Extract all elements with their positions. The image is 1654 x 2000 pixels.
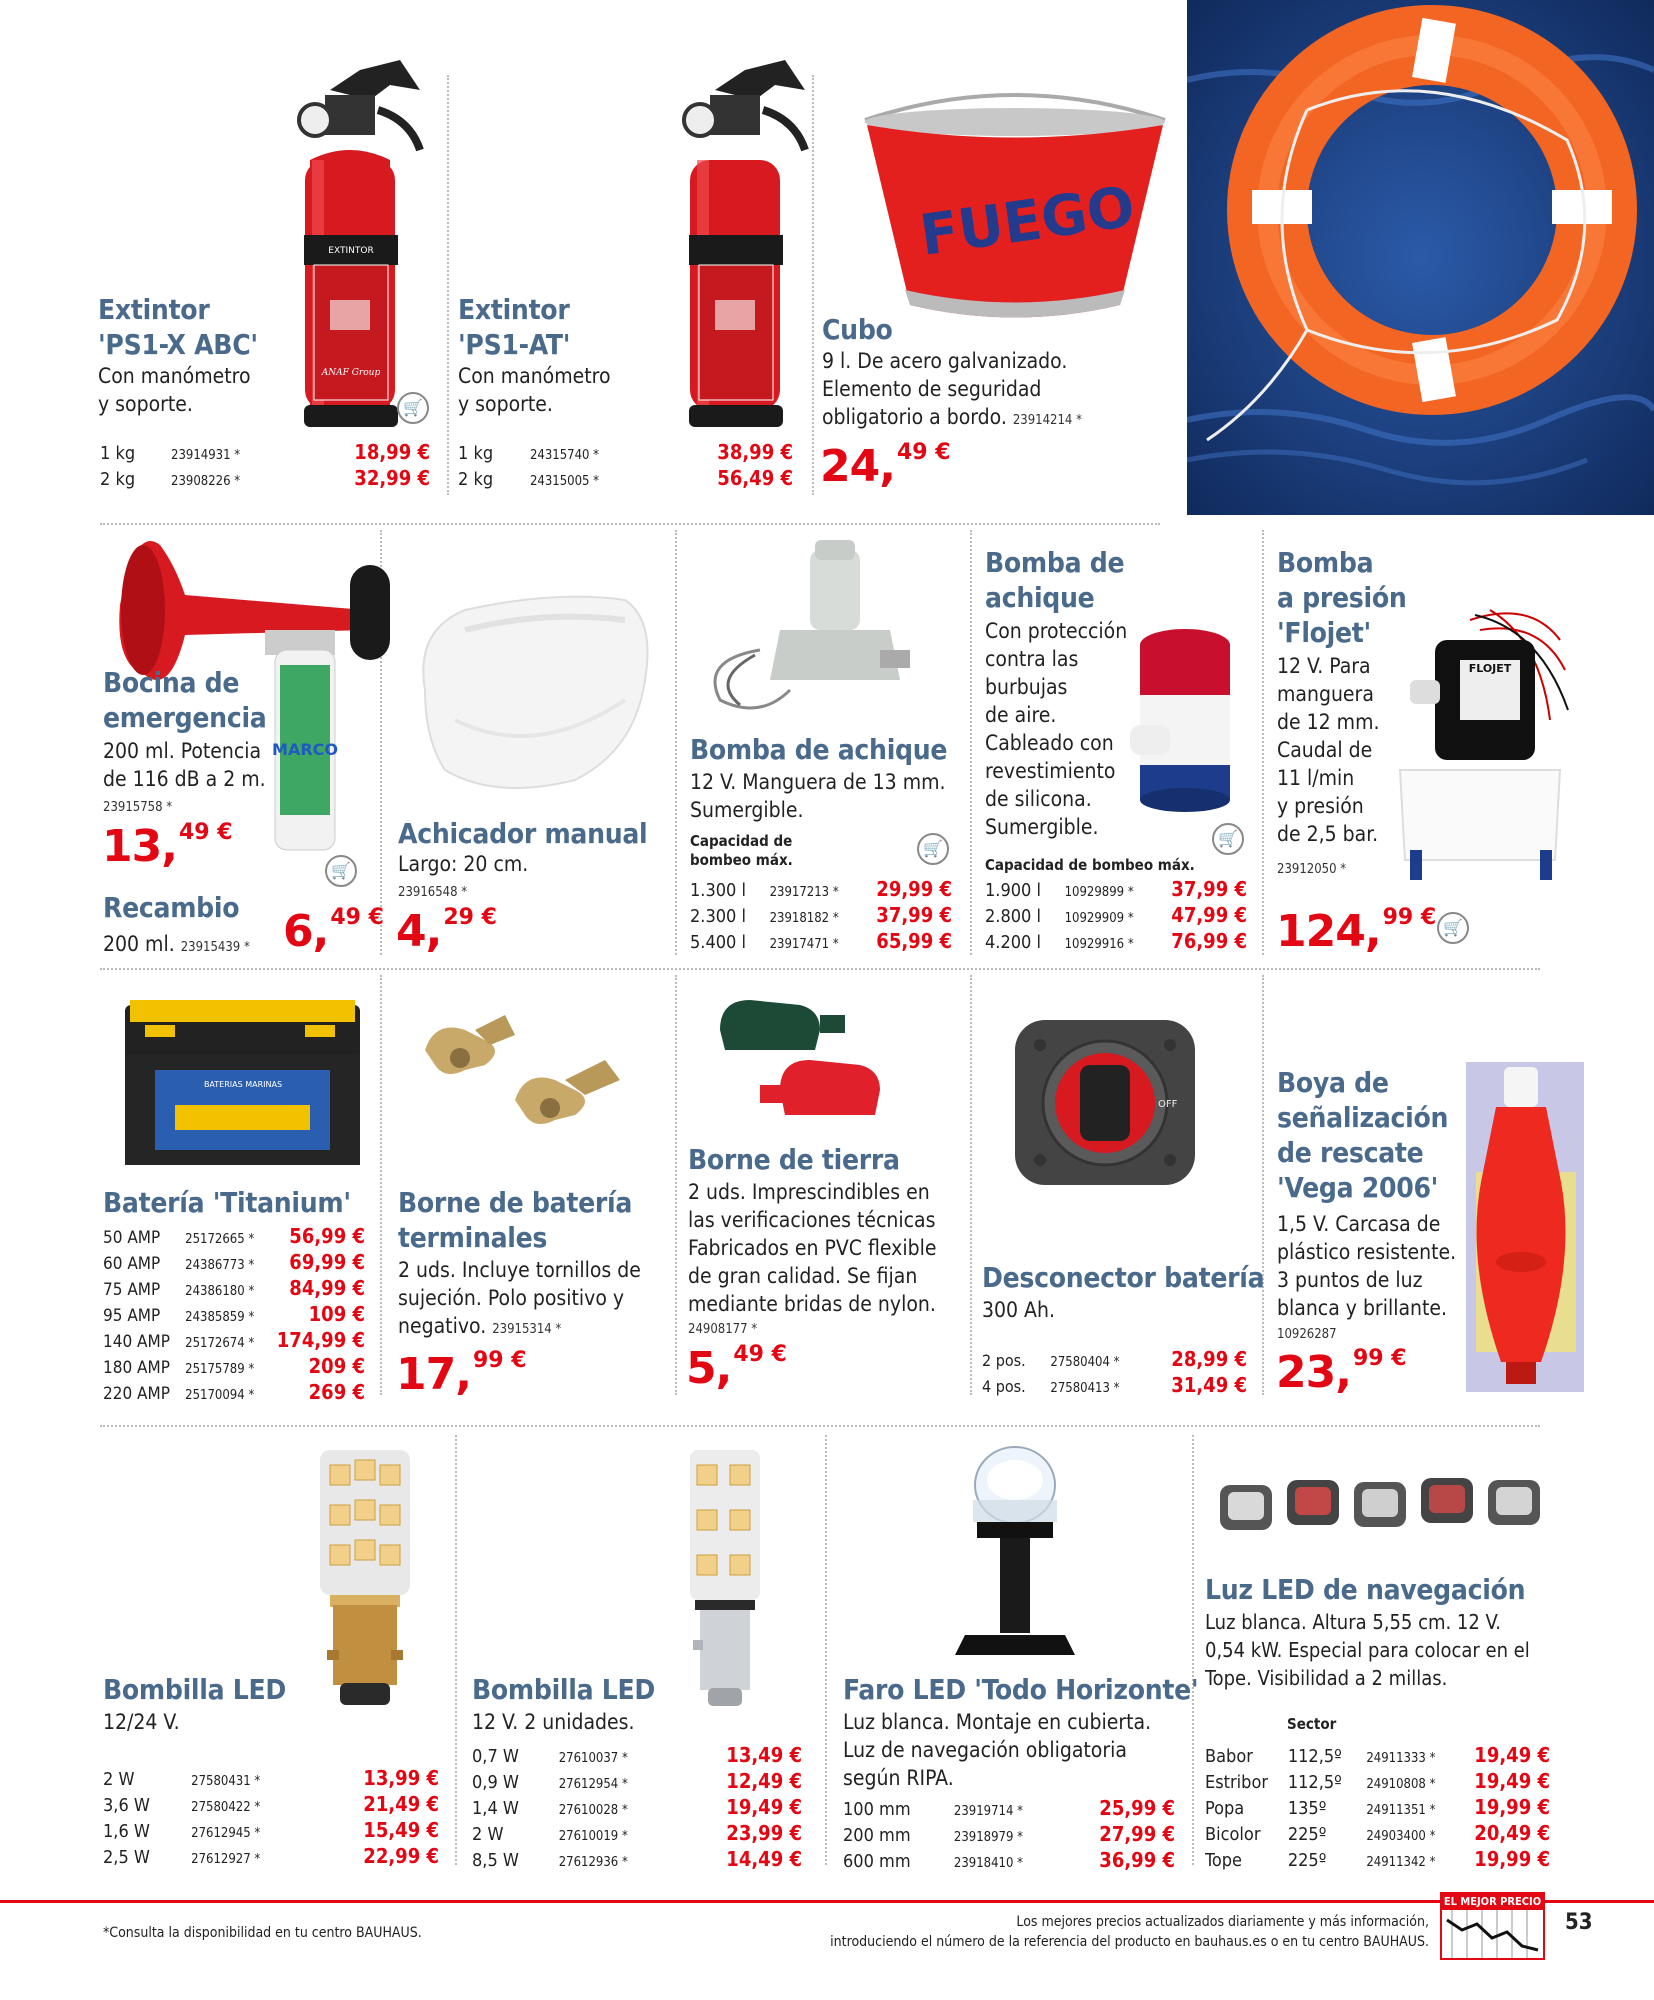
price: 23,99 €: [726, 1821, 802, 1845]
product-title: Cubo: [822, 313, 893, 346]
price: 76,99 €: [1171, 929, 1247, 953]
table-row: 140 AMP 25172674 * 174,99 €: [103, 1329, 365, 1355]
product-description: 12/24 V.: [103, 1710, 180, 1734]
product-title: Boya de señalización de rescate 'Vega 2006': [1277, 1066, 1449, 1204]
price-table: [985, 878, 1247, 956]
table-row: 95 AMP 24385859 * 109 €: [103, 1303, 365, 1329]
product-description: 12 V. Manguera de 13 mm. Sumergible.: [690, 770, 946, 822]
price: 174,99 €: [276, 1328, 365, 1352]
table-row: 4.200 l 10929916 * 76,99 €: [985, 930, 1247, 956]
fire-extinguisher-image: [270, 50, 440, 430]
price: 5,49 €: [686, 1342, 787, 1394]
bilge-pump-image: [700, 530, 920, 720]
fire-bucket-image: [855, 90, 1175, 330]
product-title: Borne de batería terminales: [398, 1186, 633, 1254]
product-description: 2 uds. Imprescindibles en las verificaciones técnicas Fabricados en PVC flexible de gran calidad. Se fijan mediante bridas de nylon.: [688, 1180, 937, 1316]
hand-bailer-image: [395, 570, 665, 800]
price: 209 €: [308, 1354, 365, 1378]
product-title: Recambio: [103, 891, 240, 924]
fire-extinguisher-image: [655, 50, 825, 430]
best-price-badge: EL MEJOR PRECIO: [1440, 1892, 1545, 1960]
col-divider: [447, 75, 449, 495]
product-title: Desconector batería: [982, 1261, 1265, 1294]
footer-info: Los mejores precios actualizados diariamente y más información, introduciendo el número de la referencia del producto en bauhaus.es o en tu centro BAUHAUS.: [830, 1914, 1429, 1950]
product-description: 200 ml. Potencia de 116 dB a 2 m.: [103, 739, 266, 791]
price-table: [472, 1744, 802, 1874]
table-row: 50 AMP 25172665 * 56,99 €: [103, 1225, 365, 1251]
col-divider: [675, 975, 677, 1395]
reference: 24908177 *: [688, 1322, 758, 1337]
price: 25,99 €: [1099, 1796, 1175, 1820]
reference: 23915758 *: [103, 800, 173, 815]
price: 37,99 €: [876, 903, 952, 927]
product-title: Extintor 'PS1-AT': [458, 293, 571, 361]
table-row: 1,6 W 27612945 * 15,49 €: [103, 1819, 439, 1845]
product-title: Extintor 'PS1-X ABC': [98, 293, 258, 361]
product-description: 9 l. De acero galvanizado. Elemento de seguridad obligatorio a bordo. 23914214 *: [822, 349, 1082, 429]
led-bulb-image: [675, 1440, 775, 1710]
col-divider: [455, 1435, 457, 1865]
extinguisher-label: EXTINTOR: [328, 246, 374, 256]
price-trend-icon: [1442, 1910, 1543, 1958]
table-row: 220 AMP 25170094 * 269 €: [103, 1381, 365, 1407]
battery-label: BATERIAS MARINAS: [203, 1080, 283, 1089]
price: 15,49 €: [363, 1818, 439, 1842]
product-description: 300 Ah.: [982, 1298, 1055, 1322]
col-divider: [1262, 530, 1264, 955]
table-row: 2 W 27610019 * 23,99 €: [472, 1822, 802, 1848]
price: 38,99 €: [717, 440, 793, 464]
cart-icon[interactable]: 🛒: [397, 392, 429, 424]
product-title: Bomba a presión 'Flojet': [1277, 546, 1407, 649]
price: 14,49 €: [726, 1847, 802, 1871]
table-row: 60 AMP 24386773 * 69,99 €: [103, 1251, 365, 1277]
product-title: Bocina de emergencia: [103, 666, 267, 734]
led-bulb-image: [305, 1440, 425, 1710]
table-row: 200 mm 23918979 * 27,99 €: [843, 1823, 1175, 1849]
svg-text:ANAF Group: ANAF Group: [321, 368, 381, 378]
price: 19,49 €: [1474, 1769, 1550, 1793]
pump-label: FLOJET: [1468, 662, 1512, 675]
table-row: 2.300 l 23918182 * 37,99 €: [690, 904, 952, 930]
table-row: 3,6 W 27580422 * 21,49 €: [103, 1793, 439, 1819]
price: 65,99 €: [876, 929, 952, 953]
price-table: [982, 1348, 1247, 1400]
price: 28,99 €: [1171, 1347, 1247, 1371]
price: 24,49 €: [820, 440, 951, 492]
page-number: 53: [1565, 1910, 1593, 1935]
price: 36,99 €: [1099, 1848, 1175, 1872]
col-divider: [970, 975, 972, 1395]
price: 47,99 €: [1171, 903, 1247, 927]
price: 32,99 €: [354, 466, 430, 490]
price: 21,49 €: [363, 1792, 439, 1816]
table-row: 4 pos. 27580413 * 31,49 €: [982, 1374, 1247, 1400]
product-description: 1,5 V. Carcasa de plástico resistente. 3 puntos de luz blanca y brillante.: [1277, 1212, 1457, 1320]
table-row: Bicolor 225º 24903400 * 20,49 €: [1205, 1822, 1550, 1848]
price-table: [103, 1767, 439, 1871]
table-row: Estribor 112,5º 24910808 * 19,49 €: [1205, 1770, 1550, 1796]
table-row: 1.300 l 23917213 * 29,99 €: [690, 878, 952, 904]
product-description: Con manómetro y soporte.: [98, 364, 251, 416]
product-description: 2 uds. Incluye tornillos de sujeción. Polo positivo y negativo. 23915314 *: [398, 1258, 641, 1338]
product-description: Luz blanca. Altura 5,55 cm. 12 V. 0,54 kW. Especial para colocar en el Tope. Visibilidad a 2 millas.: [1205, 1610, 1530, 1690]
price: 20,49 €: [1474, 1821, 1550, 1845]
product-title: Bomba de achique: [985, 546, 1125, 614]
switch-label: OFF: [1158, 1099, 1178, 1110]
cart-icon[interactable]: 🛒: [325, 855, 357, 887]
price: 19,99 €: [1474, 1795, 1550, 1819]
price: 84,99 €: [289, 1276, 365, 1300]
reference: 23916548 *: [398, 885, 468, 900]
submersible-pump-image: [1130, 625, 1250, 815]
product-title: Batería 'Titanium': [103, 1186, 351, 1219]
price: 19,49 €: [726, 1795, 802, 1819]
price: 4,29 €: [396, 905, 497, 957]
ground-terminal-covers-image: [700, 990, 900, 1140]
price: 19,99 €: [1474, 1847, 1550, 1871]
product-title: Bomba de achique: [690, 733, 948, 766]
price-table: [1205, 1744, 1550, 1874]
table-row: 2.800 l 10929909 * 47,99 €: [985, 904, 1247, 930]
col-divider: [675, 530, 677, 955]
table-row: 2,5 W 27612927 * 22,99 €: [103, 1845, 439, 1871]
product-description: 12 V. Para manguera de 12 mm. Caudal de 11 l/min y presión de 2,5 bar.: [1277, 654, 1380, 846]
price: 23,99 €: [1276, 1346, 1407, 1398]
reference: 10926287: [1277, 1327, 1337, 1342]
price: 22,99 €: [363, 1844, 439, 1868]
price: 6,49 €: [283, 905, 384, 957]
table-row: 600 mm 23918410 * 36,99 €: [843, 1849, 1175, 1875]
marine-battery-image: [115, 995, 370, 1170]
capacity-header: Capacidad de bombeo máx.: [985, 856, 1195, 874]
col-divider: [970, 530, 972, 955]
price: 29,99 €: [876, 877, 952, 901]
price: 19,49 €: [1474, 1743, 1550, 1767]
table-row: 2 kg 24315005 * 56,49 €: [458, 467, 793, 493]
price-table: [843, 1797, 1175, 1875]
capacity-header: Capacidad de bombeo máx.: [690, 832, 793, 869]
price-table: [690, 878, 952, 956]
table-row: 100 mm 23919714 * 25,99 €: [843, 1797, 1175, 1823]
price: 124,99 €: [1276, 905, 1437, 957]
battery-terminals-image: [405, 1010, 665, 1140]
product-description: Luz blanca. Montaje en cubierta. Luz de navegación obligatoria según RIPA.: [843, 1710, 1152, 1790]
table-row: 8,5 W 27612936 * 14,49 €: [472, 1848, 802, 1874]
footer-rule: [0, 1900, 1654, 1903]
reference: 23912050 *: [1277, 862, 1347, 877]
navigation-lights-image: [1215, 1470, 1545, 1550]
price: 69,99 €: [289, 1250, 365, 1274]
price: 27,99 €: [1099, 1822, 1175, 1846]
table-row: 2 W 27580431 * 13,99 €: [103, 1767, 439, 1793]
price-table: [458, 441, 793, 493]
price: 17,99 €: [396, 1348, 527, 1400]
product-title: Bombilla LED: [472, 1673, 656, 1706]
product-description: 12 V. 2 unidades.: [472, 1710, 635, 1734]
col-divider: [380, 975, 382, 1395]
product-title: Borne de tierra: [688, 1143, 900, 1176]
product-title: Bombilla LED: [103, 1673, 287, 1706]
col-divider: [1262, 975, 1264, 1395]
price: 31,49 €: [1171, 1373, 1247, 1397]
price: 13,49 €: [102, 820, 233, 872]
table-row: 1.900 l 10929899 * 37,99 €: [985, 878, 1247, 904]
product-title: Luz LED de navegación: [1205, 1573, 1526, 1606]
col-divider: [1192, 1435, 1194, 1865]
table-row: 1 kg 24315740 * 38,99 €: [458, 441, 793, 467]
battery-switch-image: [1010, 1015, 1200, 1190]
product-description: 200 ml. 23915439 *: [103, 932, 250, 956]
table-row: 5.400 l 23917471 * 65,99 €: [690, 930, 952, 956]
navigation-light-image: [935, 1440, 1095, 1670]
rescue-buoy-image: [1466, 1062, 1584, 1392]
product-title: Achicador manual: [398, 817, 648, 850]
price-table: [103, 1225, 365, 1407]
can-label: MARCO: [272, 740, 338, 759]
table-row: 75 AMP 24386180 * 84,99 €: [103, 1277, 365, 1303]
col-divider: [825, 1435, 827, 1865]
product-description: Largo: 20 cm.: [398, 852, 529, 876]
price: 13,49 €: [726, 1743, 802, 1767]
price: 56,49 €: [717, 466, 793, 490]
table-row: 2 kg 23908226 * 32,99 €: [100, 467, 430, 493]
product-title: Faro LED 'Todo Horizonte': [843, 1673, 1199, 1706]
table-row: 2 pos. 27580404 * 28,99 €: [982, 1348, 1247, 1374]
product-description: Con protección contra las burbujas de aire. Cableado con revestimiento de silicona. Sumergible.: [985, 619, 1128, 839]
price: 269 €: [308, 1380, 365, 1404]
bucket-label: FUEGO: [916, 174, 1139, 269]
product-description: Con manómetro y soporte.: [458, 364, 611, 416]
price: 109 €: [308, 1302, 365, 1326]
cart-icon[interactable]: 🛒: [1212, 823, 1244, 855]
table-row: Babor 112,5º 24911333 * 19,49 €: [1205, 1744, 1550, 1770]
table-row: 0,9 W 27612954 * 12,49 €: [472, 1770, 802, 1796]
cart-icon[interactable]: 🛒: [1437, 912, 1469, 944]
table-row: 1 kg 23914931 * 18,99 €: [100, 441, 430, 467]
table-row: 0,7 W 27610037 * 13,49 €: [472, 1744, 802, 1770]
row-divider-3: [100, 1425, 1540, 1427]
price: 37,99 €: [1171, 877, 1247, 901]
price: 56,99 €: [289, 1224, 365, 1248]
row-divider-2: [100, 968, 1540, 970]
cart-icon[interactable]: 🛒: [917, 833, 949, 865]
lifebuoy-sea-photo: [1187, 0, 1654, 515]
pressure-pump-image: [1390, 600, 1570, 890]
price: 13,99 €: [363, 1766, 439, 1790]
table-row: 1,4 W 27610028 * 19,49 €: [472, 1796, 802, 1822]
footer-note: *Consulta la disponibilidad en tu centro BAUHAUS.: [103, 1925, 422, 1941]
price-table: [100, 441, 430, 493]
table-row: Tope 225º 24911342 * 19,99 €: [1205, 1848, 1550, 1874]
sector-header: Sector: [1287, 1715, 1337, 1733]
price: 18,99 €: [354, 440, 430, 464]
table-row: 180 AMP 25175789 * 209 €: [103, 1355, 365, 1381]
price: 12,49 €: [726, 1769, 802, 1793]
table-row: Popa 135º 24911351 * 19,99 €: [1205, 1796, 1550, 1822]
